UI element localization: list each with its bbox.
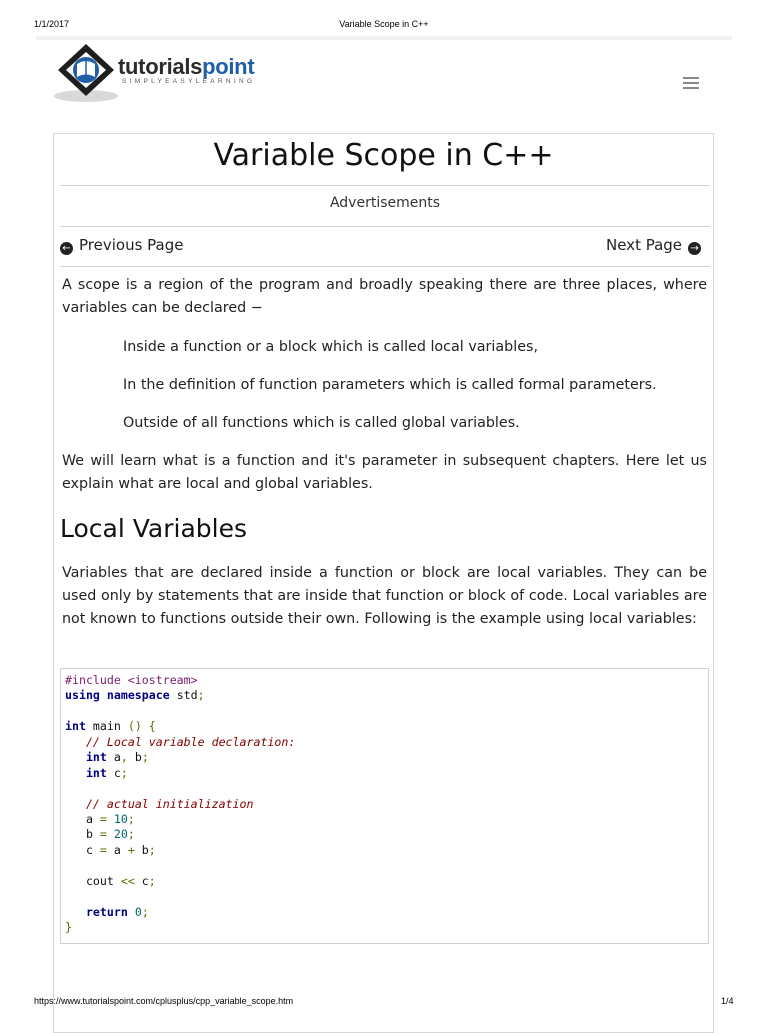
- code-token: int: [65, 719, 86, 734]
- site-logo[interactable]: [52, 40, 302, 104]
- code-token: 0: [134, 904, 142, 919]
- code-token: c: [106, 765, 121, 780]
- list-item: Outside of all functions which is called global variables.: [123, 415, 520, 431]
- logo-word-tutorials: tutorials: [118, 54, 203, 79]
- code-token: ,: [120, 750, 128, 765]
- code-token: // actual initialization: [85, 796, 254, 811]
- code-line: [65, 797, 295, 812]
- print-title: Variable Scope in C++: [339, 19, 429, 29]
- code-line: [65, 874, 295, 889]
- circle-arrow-left-icon: ←: [60, 242, 73, 255]
- code-token: [100, 688, 107, 702]
- divider: [60, 226, 710, 227]
- code-token: #include <iostream>: [65, 673, 198, 687]
- code-line: [65, 920, 295, 935]
- code-token: main: [85, 719, 128, 734]
- code-token: [128, 905, 135, 919]
- code-token: ;: [141, 904, 149, 919]
- code-token: {: [148, 719, 156, 734]
- code-token: [107, 812, 114, 826]
- logo-tagline: SIMPLYEASYLEARNING: [122, 78, 256, 85]
- code-token: ;: [148, 842, 156, 857]
- divider: [60, 266, 710, 267]
- code-token: return: [85, 904, 128, 919]
- code-token: [107, 827, 114, 841]
- advertisements-label: Advertisements: [329, 195, 441, 211]
- code-token: c: [134, 873, 149, 888]
- code-line: [65, 704, 295, 719]
- code-token: int: [85, 765, 107, 780]
- code-token: 10: [113, 811, 128, 826]
- hamburger-menu-icon[interactable]: [683, 77, 699, 91]
- next-page-link[interactable]: [606, 236, 701, 255]
- page-number: 1/4: [721, 996, 734, 1006]
- code-token: ;: [127, 811, 135, 826]
- previous-page-label: Previous Page: [79, 236, 184, 254]
- code-token: ;: [127, 827, 135, 842]
- print-header: [0, 0, 768, 29]
- print-date: 1/1/2017: [34, 19, 70, 29]
- section-paragraph: Variables that are declared inside a function or block are local variables. They can be used only by statements that are inside that function or block of code. Local variables are not known to functions outside their own. Following is the example using local variables:: [62, 565, 707, 627]
- code-token: b: [65, 827, 100, 842]
- code-line: [65, 673, 295, 688]
- code-token: =: [99, 811, 107, 826]
- code-token: =: [99, 842, 107, 857]
- code-token: ;: [141, 750, 149, 765]
- code-token: (): [127, 719, 142, 734]
- page-url: https://www.tutorialspoint.com/cplusplus/cpp_variable_scope.htm: [34, 996, 294, 1006]
- code-token: ;: [148, 873, 156, 888]
- code-token: std: [169, 688, 198, 703]
- code-token: a: [106, 750, 121, 765]
- next-page-label: Next Page: [606, 236, 683, 254]
- code-token: b: [127, 750, 142, 765]
- code-token: [142, 719, 149, 733]
- code-token: [65, 750, 86, 764]
- code-token: b: [134, 842, 149, 857]
- code-token: [65, 905, 86, 919]
- logo-wordmark: [118, 55, 254, 79]
- code-line: [65, 719, 295, 734]
- code-line: [65, 812, 295, 827]
- page-title: Variable Scope in C++: [213, 138, 554, 173]
- code-token: a: [65, 811, 100, 826]
- tutorialspoint-logo-icon: [52, 40, 120, 104]
- circle-arrow-right-icon: →: [688, 242, 701, 255]
- code-token: +: [127, 842, 135, 857]
- code-token: c: [65, 842, 100, 857]
- code-line: [65, 889, 295, 904]
- code-line: [65, 766, 295, 781]
- code-token: ;: [197, 688, 205, 703]
- section-heading: Local Variables: [60, 514, 247, 543]
- code-token: [65, 735, 86, 749]
- code-token: <<: [120, 873, 135, 888]
- divider: [60, 185, 710, 186]
- code-token: namespace: [106, 688, 170, 703]
- code-line: [65, 781, 295, 796]
- code-token: [65, 766, 86, 780]
- code-token: [65, 797, 86, 811]
- body-paragraph: We will learn what is a function and it's parameter in subsequent chapters. Here let us explain what are local and global variables.: [62, 453, 707, 492]
- code-token: 20: [113, 827, 128, 842]
- previous-page-link[interactable]: [60, 236, 183, 255]
- code-line: [65, 735, 295, 750]
- code-token: a: [106, 842, 128, 857]
- code-token: }: [65, 920, 72, 934]
- code-token: // Local variable declaration:: [85, 734, 296, 749]
- logo-word-point: point: [202, 54, 255, 79]
- code-token: using: [65, 688, 100, 703]
- code-listing: [65, 673, 295, 935]
- list-item: Inside a function or a block which is called local variables,: [123, 339, 538, 355]
- code-line: [65, 858, 295, 873]
- code-line: [65, 827, 295, 842]
- code-line: [65, 905, 295, 920]
- code-token: =: [99, 827, 107, 842]
- code-token: ;: [120, 765, 128, 780]
- code-line: [65, 750, 295, 765]
- code-token: int: [85, 750, 107, 765]
- list-item: In the definition of function parameters which is called formal parameters.: [123, 377, 657, 393]
- code-line: [65, 688, 295, 703]
- code-line: [65, 843, 295, 858]
- intro-paragraph: A scope is a region of the program and broadly speaking there are three places, where variables can be declared −: [62, 277, 707, 316]
- code-token: cout: [65, 873, 121, 888]
